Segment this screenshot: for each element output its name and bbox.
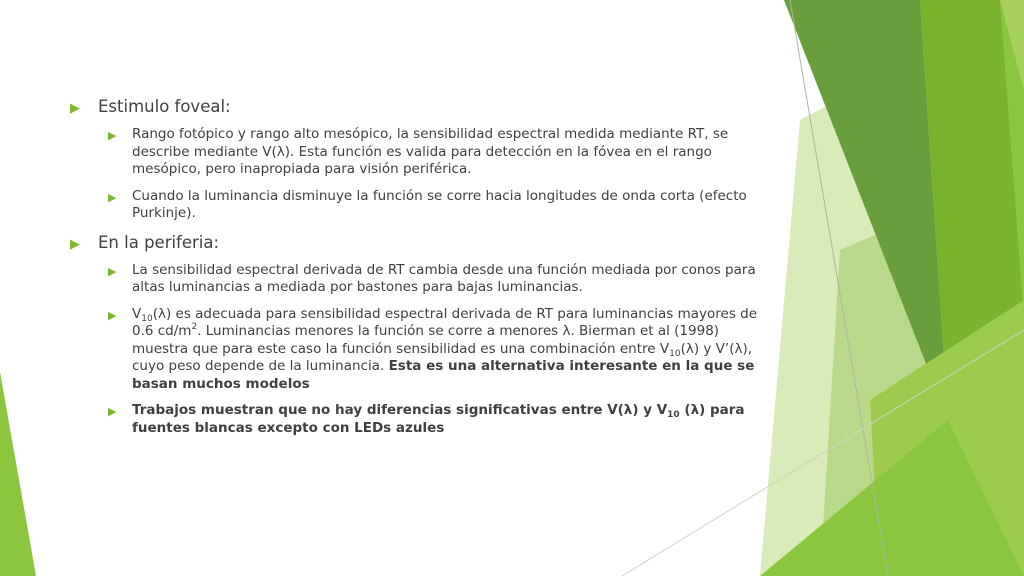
triangle-right-icon: ▶ [70, 101, 80, 116]
bold-text-run: Esta es una alternativa interesante en la que se basan muchos modelos [132, 358, 755, 392]
item-text [132, 402, 760, 437]
heading-text: Estimulo foveal: [98, 97, 231, 116]
list-item [70, 306, 760, 394]
section-periferia-heading [70, 232, 760, 254]
item-text [132, 306, 760, 394]
superscript: 2 [191, 322, 198, 332]
item-text: Cuando la luminancia disminuye la función se corre hacia longitudes de onda corta (efecto Purkinje). [132, 187, 747, 221]
text-run: (λ) es adecuada para sensibilidad espectral derivada de RT para luminancias mayores de 0.6 cd/m [132, 305, 758, 339]
subscript: 10 [141, 313, 153, 324]
triangle-right-icon: ▶ [108, 129, 117, 142]
triangle-right-icon: ▶ [108, 190, 117, 204]
section-foveal-heading [70, 96, 760, 118]
text-run: . Luminancias menores la función se corre a menores λ. Bierman et al (1998) muestra que para este caso la función sensibilidad es una combinación entre V [132, 323, 720, 357]
subscript: 10 [667, 410, 680, 420]
list-item [70, 188, 760, 223]
bold-text-run: (λ) para fuentes blancas excepto con LEDs azules [132, 402, 745, 436]
item-text: La sensibilidad espectral derivada de RT cambia desde una función mediada por conos para altas luminancias a mediada por bastones para bajas luminancias. [132, 261, 756, 295]
list-item [70, 402, 760, 437]
triangle-right-icon: ▶ [108, 405, 117, 418]
text-run: (λ) y V’(λ), cuyo peso depende de la luminancia. [132, 340, 753, 374]
text-run: V [132, 305, 142, 322]
item-text: Rango fotópico y rango alto mesópico, la sensibilidad espectral medida mediante RT, se describe mediante V(λ). Esta función es valida para detección en la fóvea en el rango mesópico, pero inapropiada para visión periférica. [132, 126, 729, 177]
triangle-right-icon: ▶ [70, 236, 80, 252]
list-item [70, 262, 760, 297]
subscript: 10 [669, 348, 681, 359]
list-item [70, 126, 760, 179]
bold-text-run: Trabajos muestran que no hay diferencias significativas entre V(λ) y V [132, 402, 668, 418]
triangle-right-icon: ▶ [108, 308, 117, 322]
left-green-sliver [0, 372, 36, 576]
heading-text: En la periferia: [98, 232, 220, 252]
slide-body [70, 96, 760, 446]
triangle-right-icon: ▶ [108, 264, 117, 278]
